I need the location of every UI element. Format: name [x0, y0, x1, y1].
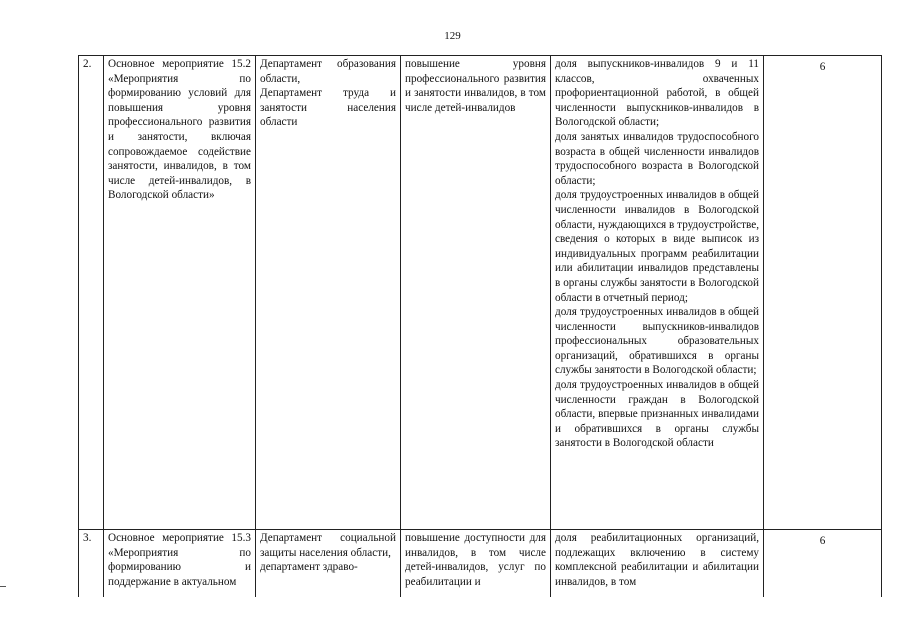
row-number-cell: 2. — [79, 56, 104, 530]
result-cell — [401, 530, 551, 598]
executors-cell — [256, 530, 401, 598]
indicators-cell — [551, 56, 764, 530]
result-cell — [401, 56, 551, 530]
reference-cell — [764, 56, 882, 530]
indicator-item: доля трудоустроенных инвалидов в общей численности выпускников-инвалидов профессиональных образовательных организаций, обратившихся в органы службы занятости в Вологодской области; — [555, 306, 759, 377]
event-text: Основное мероприятие 15.3 «Мероприятия по формированию и поддержание в актуальном — [108, 532, 251, 588]
row-number-cell: 3. — [79, 530, 104, 598]
result-text: повышение уровня профессионального развития и занятости инвалидов, в том числе детей-инвалидов — [405, 58, 546, 114]
reference-value: 6 — [819, 61, 826, 73]
indicator-item: доля трудоустроенных инвалидов в общей численности граждан в Вологодской области, впервые признанных инвалидами и обратившихся в органы службы занятости в Вологодской области — [555, 379, 759, 450]
indicator-item: доля выпускников-инвалидов 9 и 11 классов, охваченных профориентационной работой, в общей численности выпускников-инвалидов в Вологодской области; — [555, 58, 759, 129]
result-text: повышение доступности для инвалидов, в том числе детей-инвалидов, услуг по реабилитации и — [405, 532, 546, 588]
page-number: 129 — [444, 30, 461, 42]
executors-cell — [256, 56, 401, 530]
indicator-item: доля трудоустроенных инвалидов в общей численности инвалидов в Вологодской области, нуждающихся в трудоустройстве, сведения о которых в виде выписок из индивидуальных программ реабилитации или абилитации инвалидов представлены в органы службы занятости в Вологодской области в отчетный период; — [555, 189, 759, 304]
program-table — [78, 55, 882, 597]
table-row — [79, 530, 882, 598]
table-row — [79, 56, 882, 530]
reference-cell — [764, 530, 882, 598]
executors-text: Департамент образования области, Департамент труда и занятости населения области — [260, 58, 396, 129]
executors-text: Департамент социальной защиты населения области, департамент здраво- — [260, 532, 396, 574]
indicator-item: доля занятых инвалидов трудоспособного возраста в общей численности инвалидов трудоспособного возраста в Вологодской области; — [555, 130, 759, 187]
event-cell — [104, 56, 256, 530]
reference-value: 6 — [819, 535, 826, 547]
indicator-item: доля реабилитационных организаций, подлежащих включению в систему комплексной реабилитации и абилитации инвалидов, в том — [555, 532, 759, 588]
event-text: Основное мероприятие 15.2 «Мероприятия по формированию условий для повышения уровня профессионального развития и занятости, включая сопровождаемое содействие занятости, инвалидов, в том числе детей-инвалидов, в Вологодской области» — [108, 58, 251, 202]
margin-mark — [0, 586, 6, 587]
indicators-cell — [551, 530, 764, 598]
event-cell — [104, 530, 256, 598]
